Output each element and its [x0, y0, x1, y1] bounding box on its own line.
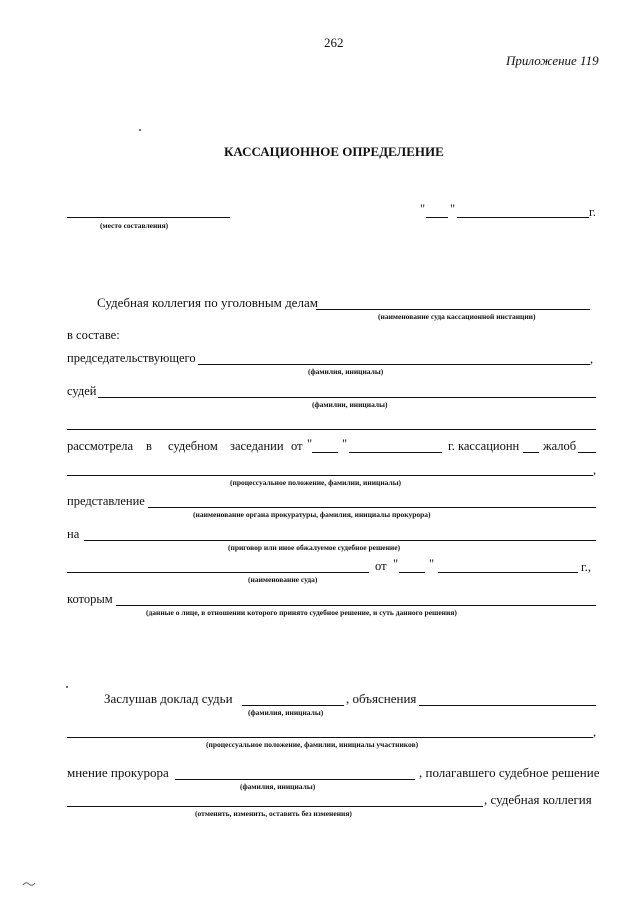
which-label: которым	[67, 592, 113, 606]
from-label: от	[375, 559, 387, 573]
from-year: г.,	[581, 560, 591, 574]
date-year-suffix: г.	[589, 205, 596, 219]
collegium-label: , судебная коллегия	[484, 792, 592, 807]
place-line	[67, 217, 230, 218]
review-date-line	[349, 452, 442, 453]
judges-line-2	[67, 429, 596, 430]
which-line	[116, 605, 596, 606]
opinion-label: мнение прокурора	[67, 765, 169, 780]
from-day-line	[399, 572, 425, 573]
prosecutor-line	[175, 779, 415, 780]
date-quote-open: "	[420, 202, 426, 216]
scan-speck-2	[66, 686, 68, 688]
court-name-line	[67, 572, 369, 573]
decision-line	[67, 806, 483, 807]
review-quote-2: "	[342, 437, 348, 451]
judges-label: судей	[67, 384, 97, 398]
date-quote-close: "	[450, 202, 456, 216]
review-day-line	[312, 452, 338, 453]
submission-line	[148, 507, 596, 508]
explanations-line	[419, 705, 596, 706]
composition-label: в составе:	[67, 328, 120, 342]
submission-label: представление	[67, 494, 145, 508]
status-caption: (процессуальное положение, фамилии, инициалы)	[230, 478, 402, 487]
from-date-line	[438, 572, 578, 573]
status-line	[67, 475, 593, 476]
review-word-4: заседании	[230, 439, 284, 453]
review-complaints-line	[578, 452, 596, 453]
from-quote-1: "	[393, 557, 399, 571]
document-title: КАССАЦИОННОЕ ОПРЕДЕЛЕНИЕ	[224, 144, 444, 159]
participants-line	[67, 737, 593, 738]
judge-caption: (фамилия, инициалы)	[248, 708, 324, 717]
participants-comma: ,	[593, 725, 597, 739]
presiding-label: председательствующего	[67, 351, 196, 365]
decision-caption: (отменить, изменить, оставить без изменения)	[195, 809, 352, 818]
review-word-2: в	[146, 439, 152, 453]
place-caption: (место составления)	[100, 221, 169, 230]
court-name-caption: (наименование суда)	[248, 575, 318, 584]
review-word-3: судебном	[168, 439, 218, 453]
on-label: на	[67, 527, 80, 541]
review-word-1: рассмотрела	[67, 439, 134, 453]
date-month-line	[457, 217, 589, 218]
status-comma: ,	[593, 463, 597, 477]
review-word-5: от	[291, 439, 303, 453]
judges-line	[98, 397, 596, 398]
prosecutor-caption: (наименование органа прокуратуры, фамилия, инициалы прокурора)	[193, 510, 431, 519]
presiding-caption: (фамилия, инициалы)	[308, 367, 384, 376]
court-caption: (наименование суда кассационной инстанции)	[378, 312, 536, 321]
review-ending-line	[523, 452, 539, 453]
judges-caption: (фамилии, инициалы)	[312, 400, 388, 409]
review-quote-1: "	[307, 437, 313, 451]
explanations-label: , объяснения	[346, 691, 417, 706]
presiding-line	[198, 364, 590, 365]
which-caption: (данные о лице, в отношении которого принято судебное решение, и суть данного решения)	[146, 608, 457, 617]
scan-speck	[139, 129, 141, 131]
verdict-caption: (приговор или иное обжалуемое судебное решение)	[228, 543, 401, 552]
heard-label: Заслушав доклад судьи	[104, 691, 233, 706]
review-complaints: жалоб	[543, 439, 577, 453]
appendix-label: Приложение 119	[506, 53, 599, 68]
page-number: 262	[324, 35, 344, 50]
review-year-cass: г. кассационн	[448, 439, 520, 453]
considering-label: , полагавшего судебное решение	[419, 765, 600, 780]
on-line	[84, 540, 596, 541]
from-quote-2: "	[429, 557, 435, 571]
opinion-prosecutor-caption: (фамилия, инициалы)	[240, 782, 316, 791]
date-day-line	[426, 217, 448, 218]
scan-mark	[22, 880, 38, 888]
panel-intro: Судебная коллегия по уголовным делам	[97, 295, 318, 310]
court-line	[316, 309, 590, 310]
presiding-comma: ,	[590, 352, 594, 366]
participants-caption: (процессуальное положение, фамилии, инициалы участников)	[206, 740, 419, 749]
judge-report-line	[242, 705, 344, 706]
